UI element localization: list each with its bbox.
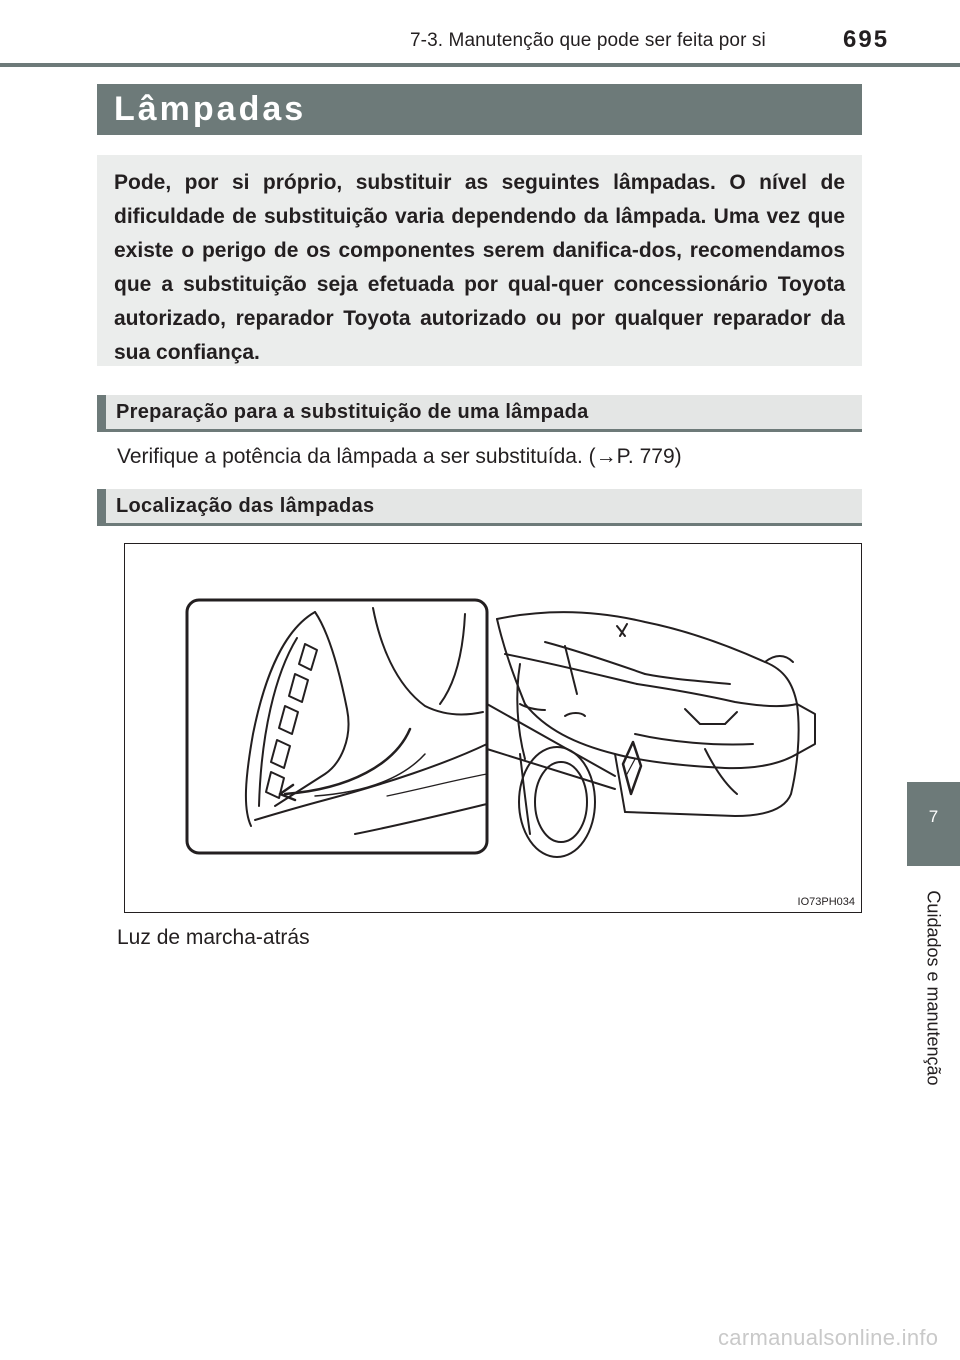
bulb-location-figure (124, 543, 862, 913)
header-divider (0, 63, 960, 67)
preparation-text: Verifique a potência da lâmpada a ser substituída. (→P. 779) (117, 445, 682, 468)
chapter-title: Cuidados e manutenção (923, 890, 944, 1086)
intro-paragraph: Pode, por si próprio, substituir as seguintes lâmpadas. O nível de dificuldade de substituição varia dependendo da lâmpada. Uma vez que existe o perigo de os componentes serem danifica-dos, recomendamos que a substituição seja efetuada por qual-quer concessionário Toyota autorizado, reparador Toyota autorizado ou por qualquer reparador da sua confiança. (114, 171, 845, 364)
page-title-bar (97, 84, 862, 135)
running-header-section: 7-3. Manutenção que pode ser feita por si (410, 30, 766, 51)
chapter-number: 7 (928, 807, 939, 826)
subheading-location-label: Localização das lâmpadas (116, 495, 375, 517)
subheading-preparation (97, 395, 862, 432)
page-number: 695 (843, 26, 890, 53)
figure-caption: Luz de marcha-atrás (117, 926, 310, 949)
page-title: Lâmpadas (114, 90, 307, 128)
car-rear-illustration (125, 544, 861, 912)
subheading-preparation-label: Preparação para a substituição de uma lâmpada (116, 401, 589, 423)
figure-code: IO73PH034 (797, 896, 855, 908)
subheading-location (97, 489, 862, 526)
watermark: carmanualsonline.info (718, 1325, 939, 1350)
chapter-tab (907, 782, 960, 866)
intro-box (97, 155, 862, 366)
